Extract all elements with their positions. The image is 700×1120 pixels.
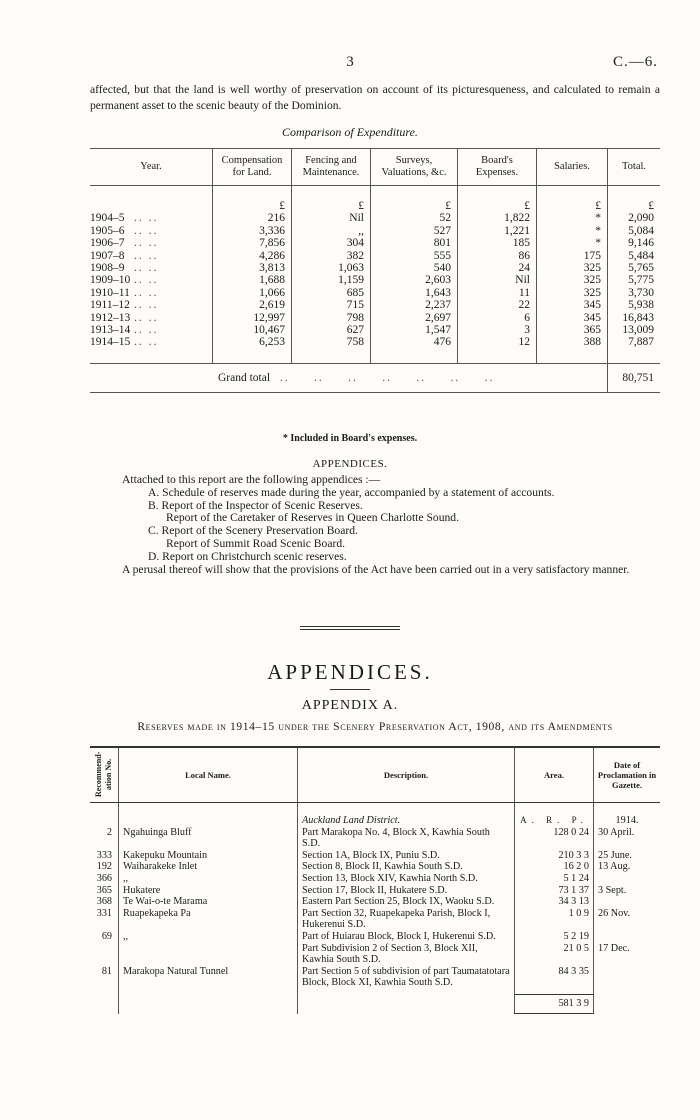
reserve-row	[90, 885, 660, 897]
spacer-cell	[213, 349, 292, 364]
area-total: 581 3 9	[515, 995, 594, 1014]
expenditure-row	[90, 262, 660, 274]
value-cell: 325	[537, 287, 608, 299]
value-cell: 325	[537, 274, 608, 286]
rec-number: 69	[101, 930, 112, 942]
value-cell: 16,843	[608, 312, 661, 324]
area-value: 21 0 5	[515, 943, 594, 966]
description: Section 13, Block XIV, Kawhia North S.D.	[298, 873, 515, 885]
unit-cell: £	[608, 186, 661, 213]
expenditure-row	[90, 336, 660, 348]
value-cell: 345	[537, 299, 608, 311]
appendix-item: C. Report of the Scenery Preservation Board.	[148, 524, 358, 538]
year-label: 1913–14	[90, 324, 131, 337]
value-cell: 758	[292, 336, 371, 348]
spacer-cell	[594, 995, 661, 1014]
year-cell	[90, 250, 213, 262]
rec-number: 365	[96, 884, 112, 896]
value-cell: *	[537, 225, 608, 237]
reserve-row	[90, 850, 660, 862]
proclamation-date	[594, 966, 661, 995]
value-cell: 6	[458, 312, 537, 324]
expenditure-row	[90, 250, 660, 262]
local-name: Kakepuku Mountain	[119, 850, 298, 862]
description: Part Subdivision 2 of Section 3, Block XII, Kawhia South S.D.	[298, 943, 515, 966]
proclamation-date: 25 June.	[594, 850, 661, 862]
value-cell: 22	[458, 299, 537, 311]
unit-cell: £	[292, 186, 371, 213]
value-cell: 1,688	[213, 274, 292, 286]
divider	[300, 626, 400, 627]
spacer-cell	[608, 349, 661, 364]
proclamation-date	[594, 873, 661, 885]
year-label: 1912–13	[90, 311, 131, 324]
col-compensation: Compensation for Land.	[213, 149, 292, 186]
col-description: Description.	[298, 747, 515, 803]
year-label: 1908–9	[90, 262, 125, 275]
value-cell: 476	[371, 336, 458, 348]
description: Section 8, Block II, Kawhia South S.D.	[298, 861, 515, 873]
value-cell: 5,084	[608, 225, 661, 237]
value-cell: Nil	[458, 274, 537, 286]
expenditure-row	[90, 324, 660, 336]
spacer-cell	[537, 349, 608, 364]
description: Section 17, Block II, Hukatere S.D.	[298, 885, 515, 897]
appendix-item: A. Schedule of reserves made during the year, accompanied by a statement of accounts.	[148, 485, 555, 499]
col-area: Area.	[515, 747, 594, 803]
value-cell: 7,856	[213, 237, 292, 249]
leader-dots: .. ..	[134, 311, 159, 324]
col-date: Date of Proclamation in Gazette.	[594, 747, 661, 803]
local-name: Te Wai-o-te Marama	[119, 896, 298, 908]
year-cell	[90, 237, 213, 249]
value-cell: 2,237	[371, 299, 458, 311]
expenditure-header-row	[90, 149, 660, 186]
value-cell: 12	[458, 336, 537, 348]
value-cell: 5,484	[608, 250, 661, 262]
reserve-row	[90, 966, 660, 995]
value-cell: *	[537, 212, 608, 224]
value-cell: 3,730	[608, 287, 661, 299]
rec-number: 366	[96, 872, 112, 884]
value-cell: Nil	[292, 212, 371, 224]
spacer-cell	[90, 995, 119, 1014]
value-cell: 715	[292, 299, 371, 311]
spacer-cell	[119, 995, 298, 1014]
value-cell: 52	[371, 212, 458, 224]
value-cell: 5,765	[608, 262, 661, 274]
year-cell	[90, 225, 213, 237]
value-cell: 1,221	[458, 225, 537, 237]
unit-cell: £	[371, 186, 458, 213]
grand-total-value: 80,751	[608, 363, 661, 392]
area-value: 34 3 13	[515, 896, 594, 908]
local-name: Waiharakeke Inlet	[119, 861, 298, 873]
unit-cell	[90, 186, 213, 213]
value-cell: 2,697	[371, 312, 458, 324]
value-cell: 540	[371, 262, 458, 274]
local-name: ,,	[119, 873, 298, 885]
proclamation-date	[594, 896, 661, 908]
value-cell: 345	[537, 312, 608, 324]
district-label: Auckland Land District.	[298, 803, 515, 827]
rec-number: 333	[96, 849, 112, 861]
rec-number	[90, 943, 119, 966]
appendices-list	[90, 474, 660, 576]
value-cell: 3	[458, 324, 537, 336]
value-cell: 365	[537, 324, 608, 336]
value-cell: 185	[458, 237, 537, 249]
value-cell: 685	[292, 287, 371, 299]
col-fencing: Fencing and Maintenance.	[292, 149, 371, 186]
year-label: 1907–8	[90, 249, 125, 262]
area-value: 5 1 24	[515, 873, 594, 885]
unit-cell: £	[537, 186, 608, 213]
grand-total-text: Grand total	[218, 371, 271, 384]
appendix-a-title: APPENDIX A.	[301, 698, 399, 713]
spacer-cell	[458, 349, 537, 364]
year-cell	[90, 312, 213, 324]
area-value: 84 3 35	[515, 966, 594, 995]
value-cell: 12,997	[213, 312, 292, 324]
reserve-row	[90, 943, 660, 966]
district-row: Auckland Land District. A. R. P. 1914.	[90, 803, 660, 827]
footnote: * Included in Board's expenses.	[282, 433, 418, 444]
units-row	[90, 186, 660, 213]
col-salaries: Salaries.	[537, 149, 608, 186]
value-cell: 627	[292, 324, 371, 336]
local-name	[119, 943, 298, 966]
local-name: Ruapekapeka Pa	[119, 908, 298, 931]
value-cell: 2,090	[608, 212, 661, 224]
year-label: 1906–7	[90, 237, 125, 250]
reserve-row	[90, 861, 660, 873]
value-cell: 798	[292, 312, 371, 324]
leader-dots: .. ..	[134, 224, 159, 237]
year-cell	[90, 274, 213, 286]
value-cell: 3,336	[213, 225, 292, 237]
year-label: 1910–11	[90, 286, 130, 299]
value-cell: 4,286	[213, 250, 292, 262]
appendices-intro: Attached to this report are the following appendices :—	[122, 473, 381, 486]
value-cell: 5,775	[608, 274, 661, 286]
appendix-item: Report of Summit Road Scenic Board.	[166, 536, 346, 550]
area-value: 5 2 19	[515, 931, 594, 943]
col-board-expenses: Board's Expenses.	[458, 149, 537, 186]
year-cell	[90, 336, 213, 348]
appendix-item: Report of the Caretaker of Reserves in Queen Charlotte Sound.	[166, 511, 459, 525]
expenditure-row	[90, 212, 660, 224]
proclamation-date: 30 April.	[594, 827, 661, 850]
value-cell: 13,009	[608, 324, 661, 336]
description: Section 1A, Block IX, Puniu S.D.	[298, 850, 515, 862]
value-cell: 1,066	[213, 287, 292, 299]
leader-dots: .. ..	[134, 299, 159, 312]
closing-paragraph: A perusal thereof will show that the provisions of the Act have been carried out in a very satisfactory manner.	[122, 562, 630, 576]
grand-total-row	[90, 363, 660, 392]
spacer-cell	[298, 995, 515, 1014]
unit-cell: £	[458, 186, 537, 213]
value-cell: *	[537, 237, 608, 249]
expenditure-row	[90, 287, 660, 299]
local-name: Marakopa Natural Tunnel	[119, 966, 298, 995]
year-cell	[90, 287, 213, 299]
rec-number: 192	[96, 861, 112, 873]
appendices-heading: APPENDICES.	[312, 458, 388, 470]
leader-dots: .. ..	[134, 212, 159, 225]
proclamation-date: 26 Nov.	[594, 908, 661, 931]
col-local-name: Local Name.	[119, 747, 298, 803]
value-cell: 1,159	[292, 274, 371, 286]
leader-dots: .. ..	[134, 286, 159, 299]
year-label: 1904–5	[90, 212, 125, 225]
value-cell: 325	[537, 262, 608, 274]
unit-cell: £	[213, 186, 292, 213]
year-cell	[90, 212, 213, 224]
local-name: ,,	[119, 931, 298, 943]
year-cell	[90, 299, 213, 311]
page-number: 3	[346, 54, 354, 70]
expenditure-row	[90, 312, 660, 324]
expenditure-row	[90, 237, 660, 249]
leader-dots: .. .. .. .. .. .. ..	[270, 371, 495, 384]
year-cell	[90, 324, 213, 336]
reserve-row	[90, 873, 660, 885]
value-cell: 10,467	[213, 324, 292, 336]
leader-dots: .. ..	[134, 336, 159, 349]
area-total-row	[90, 995, 660, 1014]
appendix-a-subtitle: Reserves made in 1914–15 under the Scenery Preservation Act, 1908, and its Amendments	[137, 720, 613, 733]
year-cell	[90, 262, 213, 274]
value-cell: 1,547	[371, 324, 458, 336]
value-cell: 7,887	[608, 336, 661, 348]
col-rec: Recommend-ation No.	[90, 747, 119, 803]
value-cell: 382	[292, 250, 371, 262]
reserves-header-row	[90, 747, 660, 803]
value-cell: 527	[371, 225, 458, 237]
description: Part Marakopa No. 4, Block X, Kawhia South S.D.	[298, 827, 515, 850]
appendix-item: D. Report on Christchurch scenic reserves.	[148, 549, 347, 563]
col-total: Total.	[608, 149, 661, 186]
expenditure-row	[90, 225, 660, 237]
expenditure-table	[90, 148, 660, 393]
value-cell: 24	[458, 262, 537, 274]
rec-number: 2	[106, 826, 112, 838]
rec-number: 368	[96, 896, 112, 908]
rec-number: 81	[101, 965, 112, 977]
reserves-table	[90, 746, 660, 1014]
description: Eastern Part Section 25, Block IX, Waoku S.D.	[298, 896, 515, 908]
value-cell: 304	[292, 237, 371, 249]
report-reference: C.—6.	[612, 54, 658, 70]
year-label: 1914–15	[90, 336, 131, 349]
reserve-row	[90, 827, 660, 850]
value-cell: 1,822	[458, 212, 537, 224]
divider	[300, 629, 400, 630]
spacer-cell	[371, 349, 458, 364]
spacer-cell	[90, 349, 213, 364]
description: Part of Huiarau Block, Block I, Hukerenui S.D.	[298, 931, 515, 943]
proclamation-date	[594, 931, 661, 943]
value-cell: ,,	[292, 225, 371, 237]
description: Part Section 5 of subdivision of part Taumatatotara Block, Block XI, Kawhia South S.D.	[298, 966, 515, 995]
reserve-row	[90, 896, 660, 908]
rec-number: 331	[96, 907, 112, 919]
reserve-row	[90, 908, 660, 931]
value-cell: 2,603	[371, 274, 458, 286]
area-value: 1 0 9	[515, 908, 594, 931]
local-name: Hukatere	[119, 885, 298, 897]
spacer-cell	[292, 349, 371, 364]
value-cell: 216	[213, 212, 292, 224]
expenditure-row	[90, 299, 660, 311]
leader-dots: .. ..	[134, 324, 159, 337]
value-cell: 1,643	[371, 287, 458, 299]
reserve-row	[90, 931, 660, 943]
value-cell: 3,813	[213, 262, 292, 274]
expenditure-caption: Comparison of Expenditure.	[282, 125, 418, 139]
area-value: 128 0 24	[515, 827, 594, 850]
proclamation-date: 3 Sept.	[594, 885, 661, 897]
value-cell: 388	[537, 336, 608, 348]
area-value: 16 2 0	[515, 861, 594, 873]
proclamation-date: 17 Dec.	[594, 943, 661, 966]
local-name: Ngahuinga Bluff	[119, 827, 298, 850]
area-value: 73 1 37	[515, 885, 594, 897]
year-label: 1914.	[594, 803, 661, 827]
year-label: 1911–12	[90, 299, 130, 312]
expenditure-row	[90, 274, 660, 286]
value-cell: 11	[458, 287, 537, 299]
value-cell: 9,146	[608, 237, 661, 249]
leader-dots: .. ..	[134, 274, 159, 287]
value-cell: 2,619	[213, 299, 292, 311]
value-cell: 801	[371, 237, 458, 249]
spacer-row	[90, 349, 660, 364]
value-cell: 555	[371, 250, 458, 262]
leader-dots: .. ..	[134, 237, 159, 250]
appendices-title: APPENDICES.	[267, 660, 433, 684]
divider	[330, 689, 370, 690]
value-cell: 175	[537, 250, 608, 262]
description: Part Section 32, Ruapekapeka Parish, Block I, Hukerenui S.D.	[298, 908, 515, 931]
value-cell: 86	[458, 250, 537, 262]
value-cell: 1,063	[292, 262, 371, 274]
proclamation-date: 13 Aug.	[594, 861, 661, 873]
leader-dots: .. ..	[134, 249, 159, 262]
value-cell: 5,938	[608, 299, 661, 311]
col-surveys: Surveys, Valuations, &c.	[371, 149, 458, 186]
leader-dots: .. ..	[134, 262, 159, 275]
area-value: 210 3 3	[515, 850, 594, 862]
col-year: Year.	[90, 149, 213, 186]
year-label: 1909–10	[90, 274, 131, 287]
appendix-item: B. Report of the Inspector of Scenic Reserves.	[148, 498, 363, 512]
intro-paragraph: affected, but that the land is well worthy of preservation on account of its picturesqueness, and calculated to remain a permanent asset to the scenic beauty of the Dominion.	[90, 83, 660, 112]
year-label: 1905–6	[90, 224, 125, 237]
grand-total-label	[90, 363, 608, 392]
value-cell: 6,253	[213, 336, 292, 348]
